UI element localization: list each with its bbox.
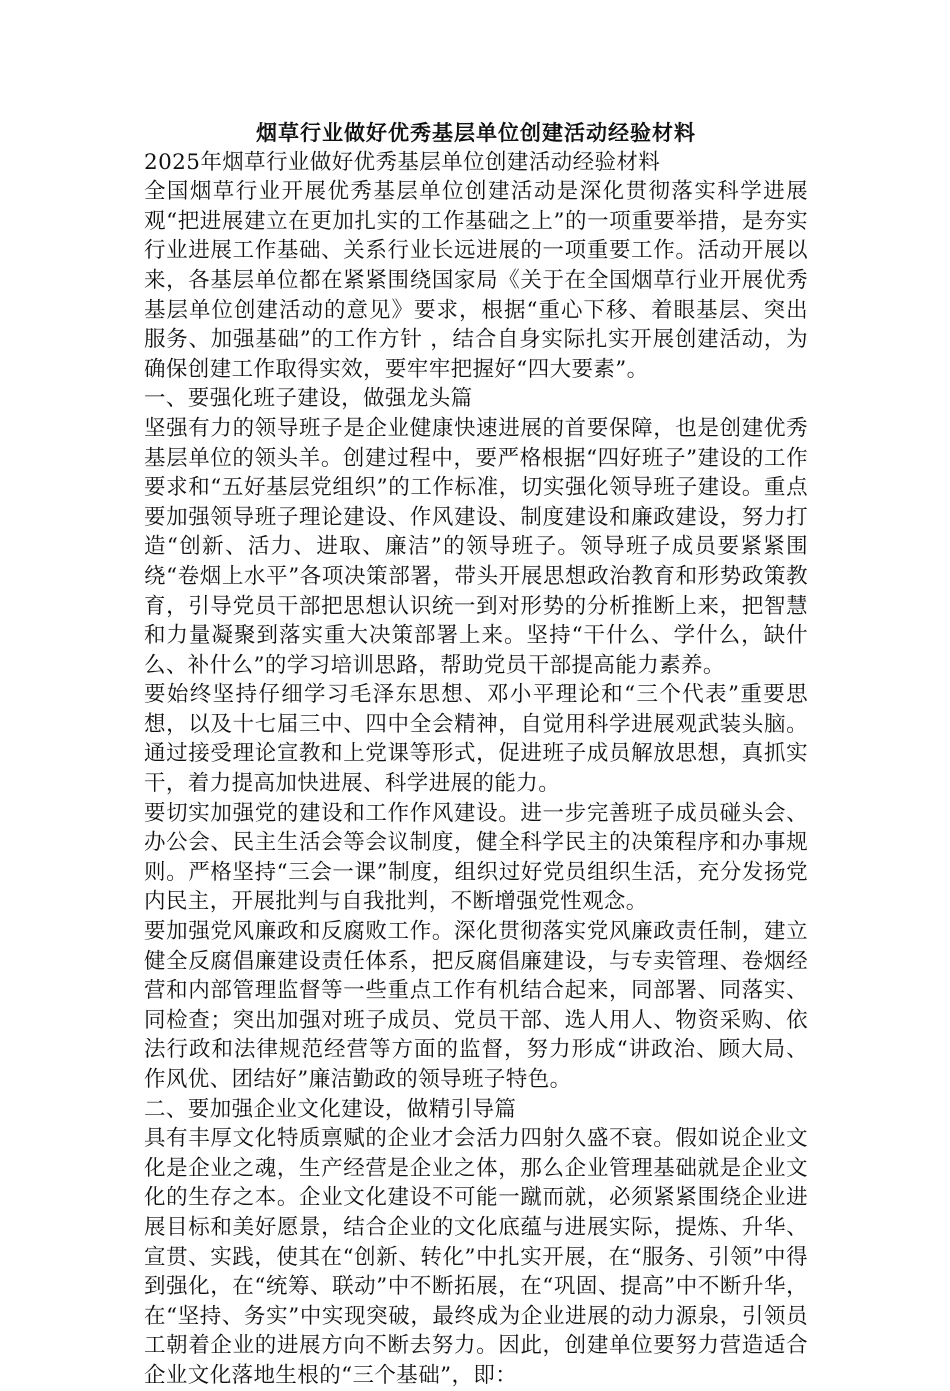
section-heading-1: 一、要强化班子建设，做强龙头篇 [144,386,473,412]
intro-paragraph: 全国烟草行业开展优秀基层单位创建活动是深化贯彻落实科学进展观“把进展建立在更加扎实的工作基础之上”的一项重要举措，是夯实行业进展工作基础、关系行业长远进展的一项重要工作。活动开展以来，各基层单位都在紧紧围绕国家局《关于在全国烟草行业开展优秀基层单位创建活动的意见》要求，根据“重心下移、着眼基层、突出服务、加强基础”的工作方针 ，结合自身实际扎实开展创建活动，为确保创建工作取得实效，要牢牢把握好“四大要素”。 [144,179,808,382]
document-body [144,118,808,1391]
body-paragraph: 要始终坚持仔细学习毛泽东思想、邓小平理论和“三个代表”重要思想，以及十七届三中、四中全会精神，自觉用科学进展观武装头脑。通过接受理论宣教和上党课等形式，促进班子成员解放思想，真抓实干，着力提高加快进展、科学进展的能力。 [144,682,808,797]
section-heading-2: 二、要加强企业文化建设，做精引导篇 [144,1096,517,1122]
body-paragraph: 要加强党风廉政和反腐败工作。深化贯彻落实党风廉政责任制，建立健全反腐倡廉建设责任体系，把反腐倡廉建设，与专卖管理、卷烟经营和内部管理监督等一些重点工作有机结合起来，同部署、同落实、同检查；突出加强对班子成员、党员干部、选人用人、物资采购、依法行政和法律规范经营等方面的监督，努力形成“讲政治、顾大局、作风优、团结好”廉洁勤政的领导班子特色。 [144,919,808,1092]
body-paragraph: 具有丰厚文化特质禀赋的企业才会活力四射久盛不衰。假如说企业文化是企业之魂，生产经营是企业之体，那么企业管理基础就是企业文化的生存之本。企业文化建设不可能一蹴而就，必须紧紧围绕企业进展目标和美好愿景，结合企业的文化底蕴与进展实际，提炼、升华、宣贯、实践，使其在“创新、转化”中扎实开展，在“服务、引领”中得到强化，在“统筹、联动”中不断拓展，在“巩固、提高”中不断升华，在“坚持、务实”中实现突破，最终成为企业进展的动力源泉，引领员工朝着企业的进展方向不断去努力。因此，创建单位要努力营造适合企业文化落地生根的“三个基础”，即： [144,1126,808,1388]
subtitle-paragraph: 2025年烟草行业做好优秀基层单位创建活动经验材料 [144,149,661,175]
document-title: 烟草行业做好优秀基层单位创建活动经验材料 [256,120,696,145]
body-paragraph: 坚强有力的领导班子是企业健康快速进展的首要保障，也是创建优秀基层单位的领头羊。创建过程中，要严格根据“四好班子”建设的工作要求和“五好基层党组织”的工作标准，切实强化领导班子建设。重点要加强领导班子理论建设、作风建设、制度建设和廉政建设，努力打造“创新、活力、进取、廉洁”的领导班子。领导班子成员要紧紧围绕“卷烟上水平”各项决策部署，带头开展思想政治教育和形势政策教育，引导党员干部把思想认识统一到对形势的分析推断上来，把智慧和力量凝聚到落实重大决策部署上来。坚持“干什么、学什么，缺什么、补什么”的学习培训思路，帮助党员干部提高能力素养。 [144,415,808,678]
body-paragraph: 要切实加强党的建设和工作作风建设。进一步完善班子成员碰头会、办公会、民主生活会等会议制度，健全科学民主的决策程序和办事规则。严格坚持“三会一课”制度，组织过好党员组织生活，充分发扬党内民主，开展批判与自我批判，不断增强党性观念。 [144,800,808,915]
